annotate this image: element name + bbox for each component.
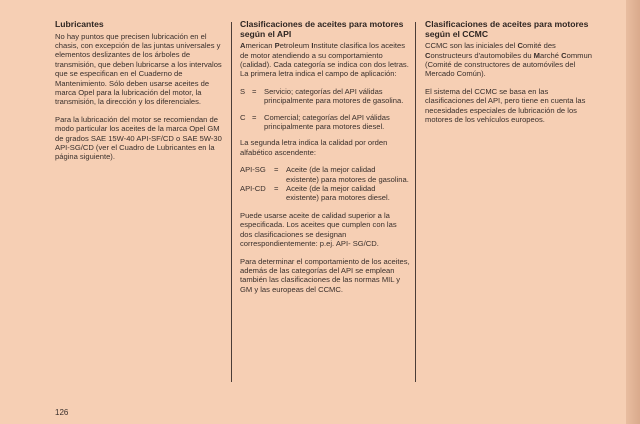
paragraph: Para determinar el comportamiento de los aceites, además de las categorías del API se emplean también las clasificaciones de las normas MIL y GM y las europeas del CCMC.	[240, 256, 410, 294]
section-title: Lubricantes	[55, 19, 104, 29]
grade-list	[240, 165, 410, 203]
paragraph-ccmc-intro: CCMC son las iniciales del Comité des Constructeurs d'automobiles du Marché Commun (Comité de constructores de automóviles del Mercado Común).	[425, 41, 592, 79]
page-number: 126	[55, 408, 69, 417]
definition-item: C = Comercial; categorías del API válidas principalmente para motores diesel.	[240, 112, 390, 132]
paragraph: Para la lubricación del motor se recomiendan de modo particular los aceites de la marca Opel GM de grados SAE 15W-40 API-SF/CD o SAE 5W-30 API-SG/CD (ver el Cuadro de Lubricantes en la página siguiente).	[55, 114, 222, 162]
column-divider	[415, 22, 416, 382]
section-title: Clasificaciones de aceites para motores según el API	[240, 19, 404, 39]
paragraph: No hay puntos que precisen lubricación en el chasis, con excepción de las juntas universales y elementos deslizantes de los árboles de transmisión, que deben lubricarse a los intervalos que se especifican en el Cuaderno de Mantenimiento. Sólo deben usarse aceites de marca Opel para la lubricación del motor, la transmisión, la dirección y los diferenciales.	[55, 31, 222, 107]
section-title: Clasificaciones de aceites para motores según el CCMC	[425, 19, 589, 39]
column-ccmc-classification	[425, 20, 593, 132]
definition-item: S = Servicio; categorías del API válidas principalmente para motores de gasolina.	[240, 86, 404, 106]
paragraph-api-intro: American Petroleum Institute clasifica los aceites de motor atendiendo a su comportamiento (calidad). Cada categoría se indica con dos letras. La primera letra indica el campo de aplicación:	[240, 41, 409, 79]
column-lubricants	[55, 20, 223, 170]
grade-item: API-SG = Aceite (de la mejor calidad existente) para motores de gasolina.	[240, 165, 409, 184]
paragraph: El sistema del CCMC se basa en las clasificaciones del API, pero tiene en cuenta las necesidades especiales de lubricación de los motores de los vehículos europeos.	[425, 86, 586, 125]
column-api-classification	[240, 20, 410, 302]
column-divider	[231, 22, 232, 382]
paragraph: Puede usarse aceite de calidad superior a la especificada. Los aceites que cumplen con las dos clasificaciones se designan correspondientemente: p.ej. API- SG/CD.	[240, 210, 397, 249]
grade-item: API-CD = Aceite (de la mejor calidad existente) para motores diesel.	[240, 184, 390, 203]
page-edge	[626, 0, 640, 424]
paragraph: La segunda letra indica la calidad por orden alfabético ascendente:	[240, 138, 388, 157]
